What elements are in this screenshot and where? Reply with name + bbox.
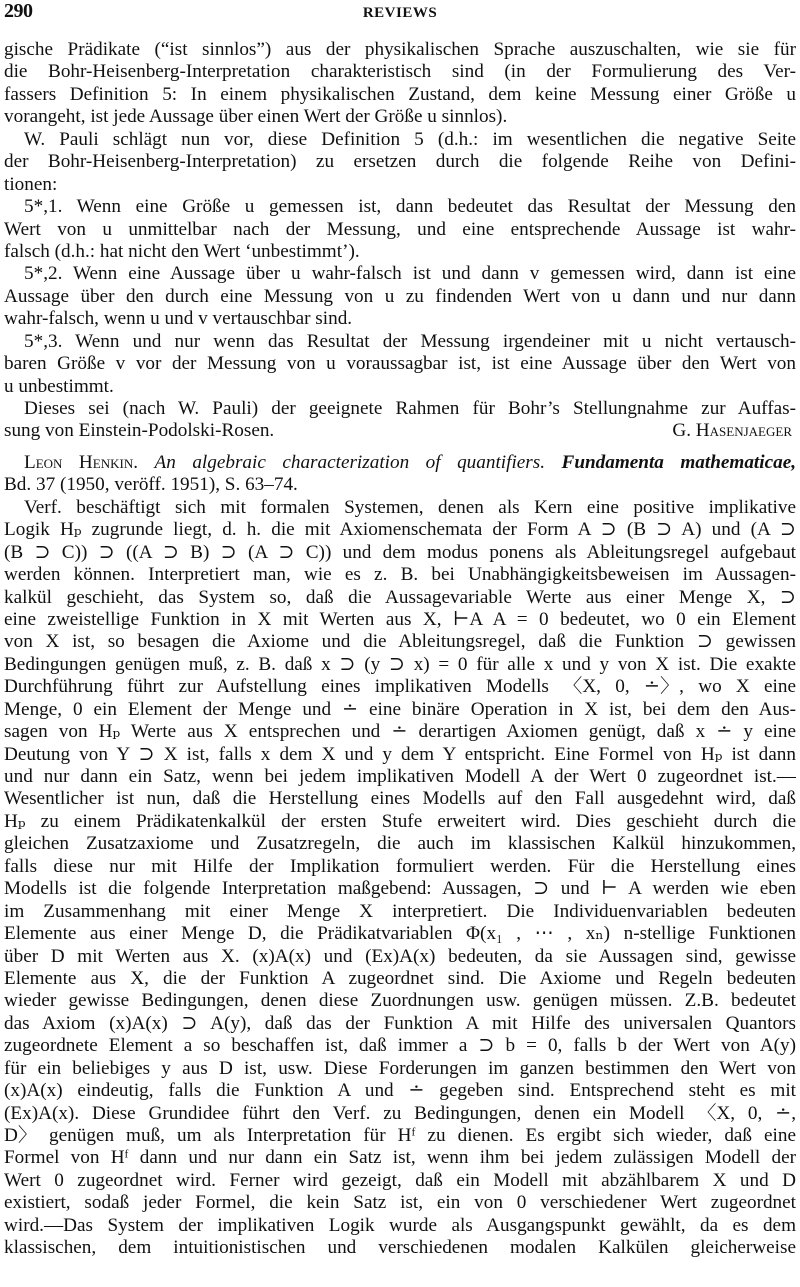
- text-line: gische Prädikate (“ist sinnlos”) aus der physikalischen Sprache auszuschalten, wie sie für: [4, 39, 796, 60]
- text-line: Wert 0 zugeordnet wird. Ferner wird gezeigt, daß ein Modell mit abzählbarem X und D: [4, 1169, 796, 1191]
- text-line: Verf. beschäftigt sich mit formalen Systemen, denen als Kern eine positive implikative: [24, 496, 796, 518]
- text-line: baren Größe v vor der Messung von u voraussagbar ist, ist eine Aussage über den Wert von: [4, 353, 796, 375]
- review-henkin: [4, 452, 796, 1260]
- closing-line: [4, 420, 796, 442]
- page-number: 290: [4, 0, 33, 22]
- text-line: Deutung von Y ⊃ X ist, falls x dem X und y dem Y entspricht. Eine Formel von Hₚ ist dann: [4, 743, 796, 765]
- text-line: falsch (d.h.: hat nicht den Wert ‘unbestimmt’).: [4, 240, 360, 262]
- text-line: existiert, sodaß jeder Formel, die kein Satz ist, ein von 0 verschiedener Wert zugeordnet: [4, 1192, 796, 1214]
- text-line: Hₚ zu einem Prädikatenkalkül der ersten Stufe erweitert wird. Dies geschieht durch die: [4, 810, 796, 832]
- text-line: (x)A(x) eindeutig, falls die Funktion A und ∸ gegeben sind. Entsprechend steht es mit: [4, 1080, 796, 1102]
- text-line: falls diese nur mit Hilfe der Implikation formuliert werden. Für die Herstellung eines: [4, 855, 796, 877]
- text-line: über D mit Werten aus X. (x)A(x) und (Ex)A(x) bedeuten, da sie Aussagen sind, gewisse: [4, 945, 796, 967]
- text-line: Elemente aus einer Menge D, die Prädikatvariablen Φ(x₁ , ⋯ , xₙ) n-stellige Funktionen: [4, 923, 796, 945]
- text-line: für ein beliebiges y aus D ist, usw. Diese Forderungen im ganzen bestimmen den Wert von: [4, 1057, 796, 1079]
- text-line: Durchführung führt zur Aufstellung eines implikativen Modells 〈X, 0, ∸〉, wo X eine: [4, 676, 796, 698]
- text-line: wird.—Das System der implikativen Logik wurde als Ausgangspunkt gewählt, da es dem: [4, 1214, 796, 1236]
- text-line: wieder gewisse Bedingungen, denen diese Zuordnungen usw. genügen müssen. Z.B. bedeutet: [4, 990, 796, 1012]
- text-line: (B ⊃ C)) ⊃ ((A ⊃ B) ⊃ (A ⊃ C)) und dem modus ponens als Ableitungsregel aufgebaut: [4, 541, 796, 563]
- text-line: fassers Definition 5: In einem physikalischen Zustand, dem keine Messung einer Größe u: [4, 83, 796, 105]
- text-line: sagen von Hₚ Werte aus X entsprechen und ∸ derartigen Axiomen genügt, daß x ∸ y eine: [4, 721, 796, 743]
- text-line: Elemente aus X, die der Funktion A zugeordnet sind. Die Axiome und Regeln bedeuten: [4, 967, 796, 989]
- text-line: Formel von Hᶠ dann und nur dann ein Satz ist, wenn ihm bei jedem zulässigen Modell der: [4, 1147, 796, 1169]
- text-line: gleichen Zusatzaxiome und Zusatzregeln, die auch im klassischen Kalkül hinzukommen,: [4, 833, 796, 855]
- definition-5-1: 5*,1. Wenn eine Größe u gemessen ist, dann bedeutet das Resultat der Messung den: [24, 196, 796, 218]
- text-line: u unbestimmt.: [4, 375, 114, 397]
- text-line: vorangeht, ist jede Aussage über einen Wert der Größe u sinnlos).: [4, 106, 508, 128]
- text-line: die Bohr-Heisenberg-Interpretation charakteristisch sind (in der Formulierung des Ver-: [4, 61, 796, 83]
- text-line: W. Pauli schlägt nun vor, diese Definition 5 (d.h.: im wesentlichen die negative Seite: [24, 128, 796, 150]
- text-line: D〉 genügen muß, um als Interpretation für Hᶠ zu dienen. Es ergibt sich wieder, daß eine: [4, 1125, 796, 1146]
- definition-5-3: 5*,3. Wenn und nur wenn das Resultat der Messung irgendeiner mit u nicht vertausch-: [24, 330, 796, 352]
- text-line: Dieses sei (nach W. Pauli) der geeignete Rahmen für Bohr’s Stellungnahme zur Auffas-: [24, 398, 796, 419]
- text-line: klassischen, dem intuitionistischen und verschiedenen modalen Kalkülen gleicherweise: [4, 1237, 796, 1259]
- text-line: Aussage über den durch eine Messung von u zu findenden Wert von u dann und nur dann: [4, 285, 796, 307]
- text-line: das Axiom (x)A(x) ⊃ A(y), daß das der Funktion A mit Hilfe des universalen Quantors: [4, 1012, 796, 1034]
- text-line: im Zusammenhang mit einer Menge X interpretiert. Die Individuenvariablen bedeuten: [4, 900, 796, 922]
- reviewer-signature: G. Hasenjaeger: [672, 420, 792, 442]
- review-author: Leon Henkin.: [24, 451, 139, 473]
- text-line: werden können. Interpretiert man, wie es z. B. bei Unabhängigkeitsbeweisen im Aussagen-: [4, 564, 796, 586]
- running-head: REVIEWS: [362, 5, 438, 21]
- review-hasenjaeger: [4, 39, 796, 443]
- review-heading: [4, 452, 796, 474]
- definition-5-2: 5*,2. Wenn eine Aussage über u wahr-falsch ist und dann v gemessen wird, dann ist eine: [24, 263, 796, 285]
- text-line: Bedingungen genügen muß, z. B. daß x ⊃ (y ⊃ x) = 0 für alle x und y von X ist. Die exakte: [4, 653, 796, 675]
- text-line: wahr-falsch, wenn u und v vertauschbar sind.: [4, 308, 353, 330]
- review-article-title: An algebraic characterization of quantifiers.: [154, 451, 546, 473]
- text-line: Logik Hₚ zugrunde liegt, d. h. die mit Axiomenschemata der Form A ⊃ (B ⊃ A) und (A ⊃: [4, 519, 796, 541]
- text-line: (Ex)A(x). Diese Grundidee führt den Verf. zu Bedingungen, denen ein Modell 〈X, 0, ∸,: [4, 1102, 796, 1124]
- text-line: eine zweistellige Funktion in X mit Werten aus X, ⊢A A = 0 bedeutet, wo 0 ein Element: [4, 608, 796, 630]
- text-line: Modells ist die folgende Interpretation maßgebend: Aussagen, ⊃ und ⊢ A werden wie eben: [4, 878, 796, 900]
- text-line: Menge, 0 ein Element der Menge und ∸ eine binäre Operation in X ist, bei dem den Aus-: [4, 698, 796, 720]
- body-text: [4, 39, 796, 1260]
- text-line: kalkül geschieht, das System so, daß die Aussagevariable Werte aus einer Menge X, ⊃: [4, 586, 796, 608]
- text-line: und nur dann ein Satz, wenn bei jedem implikativen Modell A der Wert 0 zugeordnet ist.—: [4, 766, 796, 787]
- text-line: sung von Einstein-Podolski-Rosen.: [4, 420, 275, 442]
- review-citation: Bd. 37 (1950, veröff. 1951), S. 63–74.: [4, 474, 298, 496]
- review-separator: [4, 443, 796, 452]
- text-line: tionen:: [4, 173, 58, 195]
- review-journal: Fundamenta mathematicae,: [561, 451, 797, 473]
- text-line: Wesentlicher ist nun, daß die Herstellung eines Modells auf den Fall ausgedehnt wird, daß: [4, 788, 796, 810]
- text-line: Wert von u unmittelbar nach der Messung, und eine entsprechende Aussage ist wahr-: [4, 218, 796, 240]
- text-line: der Bohr-Heisenberg-Interpretation) zu ersetzen durch die folgende Reihe von Defini-: [4, 151, 796, 173]
- text-line: von X ist, so besagen die Axiome und die Ableitungsregel, daß die Funktion ⊃ gewissen: [4, 631, 796, 653]
- text-line: zugeordnete Element a so beschaffen ist, daß immer a ⊃ b = 0, falls b der Wert von A(y): [4, 1035, 796, 1057]
- page-header: [0, 0, 800, 30]
